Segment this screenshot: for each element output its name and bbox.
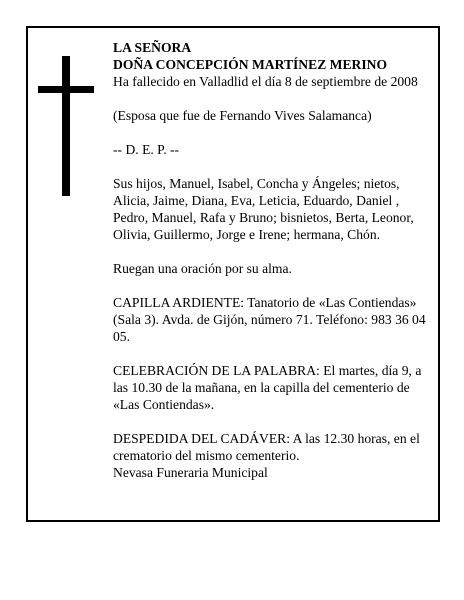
- death-line: Ha fallecido en Valladlid el día 8 de septiembre de 2008: [113, 74, 418, 89]
- funeral-home-line: Nevasa Funeraria Municipal: [113, 465, 268, 480]
- obituary-text: [113, 39, 431, 481]
- family-paragraph: Sus hijos, Manuel, Isabel, Concha y Ángeles; nietos, Alicia, Jaime, Diana, Eva, Leticia, Eduardo, Daniel , Pedro, Manuel, Rafa y Bruno; bisnietos, Berta, Leonor, Olivia, Guillermo, Jorge e Irene; hermana, Chón.: [113, 176, 414, 242]
- farewell-paragraph: DESPEDIDA DEL CADÁVER: A las 12.30 horas, en el crematorio del mismo cementerio.: [113, 431, 420, 463]
- cross-icon-vertical-bar: [62, 56, 70, 196]
- notice-title: LA SEÑORA: [113, 40, 192, 55]
- celebration-paragraph: CELEBRACIÓN DE LA PALABRA: El martes, día 9, a las 10.30 de la mañana, en la capilla del cementerio de «Las Contiendas».: [113, 363, 422, 412]
- deceased-name: DOÑA CONCEPCIÓN MARTÍNEZ MERINO: [113, 57, 388, 72]
- chapel-paragraph: CAPILLA ARDIENTE: Tanatorio de «Las Contiendas» (Sala 3). Avda. de Gijón, número 71. Teléfono: 983 36 04 05.: [113, 295, 426, 344]
- dep-line: -- D. E. P. --: [113, 142, 180, 157]
- cross-icon-horizontal-bar: [38, 86, 94, 93]
- prayer-line: Ruegan una oración por su alma.: [113, 261, 292, 276]
- spouse-line: (Esposa que fue de Fernando Vives Salamanca): [113, 108, 372, 123]
